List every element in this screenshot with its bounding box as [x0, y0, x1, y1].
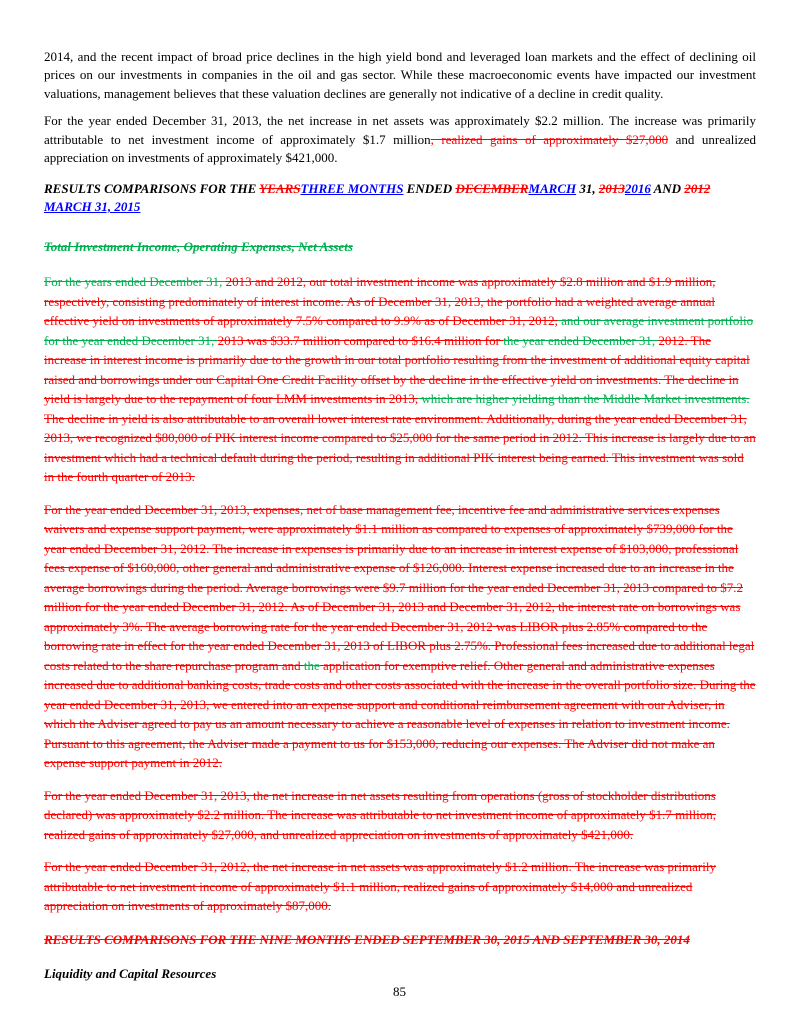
paragraph-macroeconomic-intro: 2014, and the recent impact of broad price declines in the high yield bond and leveraged loan markets and the effect of declining oil prices on our investments in companies in the oil and gas sector. While these macroeconomic events have impacted our investment valuations, management believes that these valuation declines are generally not indicative of a decline in credit quality.: [44, 49, 756, 101]
paragraph-net-increase-2012: For the year ended December 31, 2012, the net increase in net assets was approximately $1.2 million. The increase was primarily attributable to net investment income of approximately $1.1 million, realized gains of approximately $14,000 and unrealized appreciation on investments of approximately $87,000.: [44, 859, 716, 914]
heading-results-comparisons-nine-months: RESULTS COMPARISONS FOR THE NINE MONTHS ENDED SEPTEMBER 30, 2015 AND SEPTEMBER 30, 2014: [44, 931, 690, 947]
heading-total-investment-income: Total Investment Income, Operating Expenses, Net Assets: [44, 238, 353, 254]
paragraph-total-investment-income: For the years ended December 31, 2013 and 2012, our total investment income was approximately $2.8 million and $1.9 million, respectively, consisting predominately of interest income. As of December 31, 2013, the portfolio had a weighted average annual effective yield on investments of approximately 7.5% compared to 9.9% as of December 31, 2012, and our average investment portfolio for the year ended December 31, 2013 was $33.7 million compared to $16.4 million for the year ended December 31, 2012. The increase in interest income is primarily due to the growth in our total portfolio resulting from the investment of additional equity capital raised and borrowings under our Capital One Credit Facility offset by the decline in the effective yield on investments. The decline in yield is largely due to the repayment of four LMM investments in 2013, which are higher yielding than the Middle Market investments. The decline in yield is also attributable to an overall lower interest rate environment. Additionally, during the year ended December 31, 2013, we recognized $80,000 of PIK interest income compared to $25,000 for the same period in 2012. This increase is largely due to an investment which had a technical default during the period, resulting in additional PIK interest being earned. This investment was sold in the fourth quarter of 2013.: [44, 274, 756, 485]
page-number: 85: [393, 984, 406, 999]
paragraph-net-increase-2013-summary: For the year ended December 31, 2013, the net increase in net assets was approximately $2.2 million. The increase was primarily attributable to net investment income of approximately $1.7 million, realized gains of approximately $27,000 and unrealized appreciation on investments of approximately $421,000.: [44, 113, 756, 166]
heading-liquidity-capital-resources: Liquidity and Capital Resources: [44, 966, 217, 982]
heading-results-comparisons-three-months: RESULTS COMPARISONS FOR THE YEARSTHREE MONTHS ENDED DECEMBERMARCH 31, 20132016 AND 2012 MARCH 31, 2015: [44, 180, 711, 215]
paragraph-expenses: For the year ended December 31, 2013, expenses, net of base management fee, incentive fee and administrative services expenses waivers and expense support payment, were approximately $1.1 million as compared to expenses of approximately $739,000 for the year ended December 31, 2012. The increase in expenses is primarily due to an increase in interest expense of $103,000, professional fees expense of $160,000, other general and administrative expense of $126,000. Interest expense increased due to an increase in the average borrowings during the period. Average borrowings were $9.7 million for the year ended December 31, 2013 compared to $7.2 million for the year ended December 31, 2012. As of December 31, 2013 and December 31, 2012, the interest rate on borrowings was approximately 3%. The average borrowing rate for the year ended December 31, 2012 was LIBOR plus 2.85% compared to the borrowing rate in effect for the year ended December 31, 2013 of LIBOR plus 2.75%. Professional fees increased due to additional legal costs related to the share repurchase program and the application for exemptive relief. Other general and administrative expenses increased due to additional banking costs, trade costs and other costs associated with the increase in the overall portfolio size. During the year ended December 31, 2013, we entered into an expense support and conditional reimbursement agreement with our Adviser, in which the Adviser agreed to pay us an amount necessary to achieve a reasonable level of expenses in relation to investment income. Pursuant to this agreement, the Adviser made a payment to us for $153,000, reducing our expenses. The Adviser did not make an expense support payment in 2012.: [44, 501, 756, 771]
paragraph-net-increase-2013-operations: For the year ended December 31, 2013, the net increase in net assets resulting from operations (gross of stockholder distributions declared) was approximately $2.2 million. The increase was attributable to net investment income of approximately $1.7 million, realized gains of approximately $27,000, and unrealized appreciation on investments of approximately $421,000.: [44, 787, 716, 842]
